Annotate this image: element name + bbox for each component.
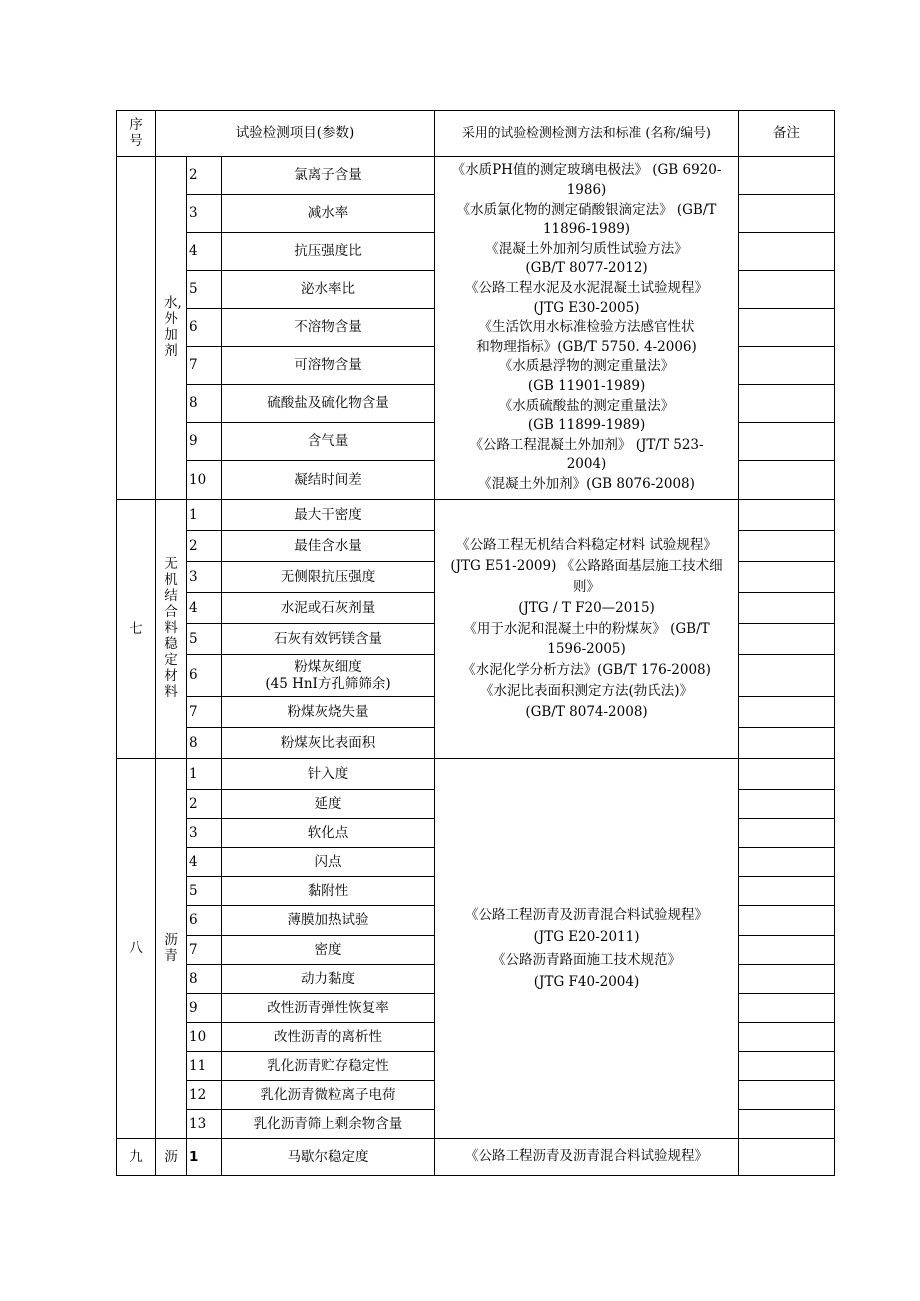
item-number: 8 [187, 728, 222, 759]
note-cell [739, 309, 835, 347]
item-name [222, 1023, 435, 1052]
method-line: 则》 [573, 579, 601, 595]
item-name [222, 233, 435, 271]
item-number: 4 [187, 593, 222, 624]
note-cell [739, 423, 835, 461]
item-name [222, 624, 435, 655]
section-category-text: 无机结合料稳定材料 [164, 556, 178, 700]
item-name-text: 薄膜加热试验 [287, 912, 369, 928]
table-row [117, 759, 835, 790]
item-name [222, 697, 435, 728]
item-name [222, 195, 435, 233]
section-category [156, 157, 187, 500]
item-name [222, 994, 435, 1023]
item-name-text: 延度 [314, 795, 342, 812]
item-name-text: 针入度 [307, 765, 349, 782]
item-number: 4 [187, 848, 222, 877]
item-number: 10 [187, 1023, 222, 1052]
note-cell [739, 562, 835, 593]
item-name-text: 黏附性 [307, 882, 349, 899]
item-number: 7 [187, 347, 222, 385]
item-name-text: 改性沥青的离析性 [274, 1028, 382, 1045]
item-number: 3 [187, 819, 222, 848]
item-name-text: 马歇尔稳定度 [287, 1148, 369, 1165]
item-name-text: 软化点 [307, 824, 349, 841]
method-line: 《公路工程水泥及水泥混凝土试验规程》 [465, 280, 709, 297]
note-cell [739, 790, 835, 819]
item-name-text: 乳化沥青微粒离子电荷 [260, 1086, 396, 1103]
item-number: 6 [187, 309, 222, 347]
method-line: (JTG F40-2004) [533, 974, 640, 990]
note-cell [739, 233, 835, 271]
note-cell [739, 819, 835, 848]
item-name-text: 粉煤灰比表面积 [280, 734, 376, 751]
header-note: 备注 [739, 111, 835, 157]
item-name [222, 1081, 435, 1110]
item-name-text: 乳化沥青筛上剩余物含量 [253, 1115, 403, 1132]
item-name-text: 含气量 [307, 433, 349, 449]
note-cell [739, 157, 835, 195]
note-cell [739, 531, 835, 562]
item-name-text: 最大干密度 [294, 506, 362, 523]
item-name-subtext: (45 HnI方孔筛筛余) [265, 675, 391, 692]
item-name [222, 965, 435, 994]
item-number: 10 [187, 461, 222, 500]
item-name [222, 271, 435, 309]
item-name [222, 461, 435, 500]
item-name-text: 氯离子含量 [294, 167, 362, 183]
item-name [222, 1139, 435, 1176]
item-name [222, 157, 435, 195]
item-name-text: 密度 [314, 941, 342, 958]
note-cell [739, 271, 835, 309]
method-line: 《用于水泥和混凝土中的粉煤灰》 (GB/T [463, 620, 710, 637]
table-row [117, 157, 835, 195]
note-cell [739, 936, 835, 965]
item-number: 7 [187, 936, 222, 965]
item-name [222, 759, 435, 790]
item-number: 5 [187, 877, 222, 906]
item-name-text: 硫酸盐及硫化物含量 [267, 395, 389, 411]
method-line: (GB/T 8074-2008) [525, 703, 648, 720]
method-line: 《公路工程无机结合料稳定材料 试验规程》 [456, 537, 717, 554]
table-row [117, 1139, 835, 1176]
header-row [117, 111, 835, 157]
note-cell [739, 728, 835, 759]
note-cell [739, 848, 835, 877]
note-cell [739, 593, 835, 624]
section-category-text: 沥 [164, 1148, 178, 1165]
section-category-text: 水,外加剂 [164, 295, 182, 359]
method-line: 1986) [566, 182, 607, 199]
header-method [435, 111, 739, 157]
method-line: 《水质悬浮物的测定重量法》 [498, 358, 675, 375]
note-cell [739, 1081, 835, 1110]
item-name [222, 848, 435, 877]
section-category-text: 沥青 [164, 931, 178, 964]
item-name [222, 500, 435, 531]
note-cell [739, 965, 835, 994]
item-name [222, 1110, 435, 1139]
item-number: 6 [187, 906, 222, 936]
method-line: 《公路工程沥青及沥青混合料试验规程》 [465, 906, 709, 923]
item-name [222, 562, 435, 593]
item-name [222, 423, 435, 461]
item-name [222, 347, 435, 385]
note-cell [739, 877, 835, 906]
note-cell [739, 385, 835, 423]
item-name-text: 凝结时间差 [294, 471, 362, 488]
item-name-text: 动力黏度 [301, 970, 355, 987]
note-cell [739, 655, 835, 697]
method-line: (JTG E20-2011) [533, 929, 640, 945]
section-seq: 七 [117, 500, 156, 759]
item-number: 8 [187, 385, 222, 423]
item-name-text: 不溶物含量 [294, 319, 362, 335]
note-cell [739, 1110, 835, 1139]
item-number: 2 [187, 531, 222, 562]
item-number: 5 [187, 624, 222, 655]
item-name-text: 最佳含水量 [294, 537, 362, 554]
item-name [222, 877, 435, 906]
item-name [222, 906, 435, 936]
item-number: 9 [187, 423, 222, 461]
item-name [222, 790, 435, 819]
note-cell [739, 906, 835, 936]
item-name [222, 936, 435, 965]
method-line: 《混凝土外加剂匀质性试验方法》 [485, 240, 688, 257]
method-standards [435, 500, 739, 759]
item-number: 1 [187, 759, 222, 790]
table-row [117, 500, 835, 531]
section-seq [117, 157, 156, 500]
item-name-text: 乳化沥青贮存稳定性 [267, 1057, 389, 1074]
method-line: 1596-2005) [547, 641, 626, 658]
note-cell [739, 1023, 835, 1052]
item-name-text: 改性沥青弹性恢复率 [267, 999, 389, 1016]
item-name-text: 减水率 [307, 205, 349, 221]
method-line: 《混凝土外加剂》(GB 8076-2008) [478, 475, 695, 492]
item-name-text: 粉煤灰烧失量 [287, 703, 369, 720]
item-number: 6 [187, 655, 222, 697]
item-number: 13 [187, 1110, 222, 1139]
method-line: 《生活饮用水标准检验方法感官性状 [478, 319, 695, 336]
item-number: 2 [187, 790, 222, 819]
item-name [222, 819, 435, 848]
item-name [222, 1052, 435, 1081]
table-body [117, 111, 835, 1176]
item-number: 1 [187, 500, 222, 531]
method-line: (JTG / T F20—2015) [518, 599, 655, 616]
item-name [222, 655, 435, 697]
item-number: 3 [187, 195, 222, 233]
item-name-text: 闪点 [314, 853, 342, 870]
method-standards [435, 759, 739, 1139]
header-seq: 序号 [117, 111, 156, 157]
test-items-table [116, 110, 835, 1176]
section-category [156, 500, 187, 759]
item-name [222, 593, 435, 624]
method-line: 《水质硫酸盐的测定重量法》 [498, 397, 675, 414]
item-name-text: 石灰有效钙镁含量 [274, 630, 382, 647]
item-name-text: 无侧限抗压强度 [280, 568, 376, 585]
item-number: 5 [187, 271, 222, 309]
method-line: 2004) [566, 456, 607, 473]
item-number: 2 [187, 157, 222, 195]
method-line: (GB/T 8077-2012) [525, 260, 648, 277]
section-category [156, 1139, 187, 1176]
method-line: (GB 11901-1989) [527, 377, 646, 394]
section-seq: 八 [117, 759, 156, 1139]
item-name-text: 可溶物含量 [294, 357, 362, 373]
method-standards [435, 157, 739, 500]
item-number: 7 [187, 697, 222, 728]
section-seq: 九 [117, 1139, 156, 1176]
method-line: 《公路工程沥青及沥青混合料试验规程》 [465, 1148, 709, 1165]
item-name-text: 泌水率比 [301, 281, 355, 297]
method-line: 和物理指标》(GB/T 5750. 4-2006) [476, 338, 697, 355]
note-cell [739, 195, 835, 233]
method-line: 《水泥比表面积测定方法(勃氏法)》 [479, 682, 694, 699]
header-item: 试验检测项目(参数) [156, 111, 435, 157]
item-number: 11 [187, 1052, 222, 1081]
header-method-text: 采用的试验检测检测方法和标准 (名称/编号) [462, 126, 711, 141]
note-cell [739, 697, 835, 728]
method-standards [435, 1139, 739, 1176]
note-cell [739, 1052, 835, 1081]
item-name [222, 531, 435, 562]
item-number: 1 [187, 1139, 222, 1176]
method-line: (JTG E30-2005) [533, 299, 640, 316]
method-line: (JTG E51-2009) 《公路路面基层施工技术细 [450, 558, 723, 575]
note-cell [739, 500, 835, 531]
item-number: 9 [187, 994, 222, 1023]
section-category [156, 759, 187, 1139]
note-cell [739, 994, 835, 1023]
method-line: (GB 11899-1989) [527, 417, 646, 434]
note-cell [739, 461, 835, 500]
item-name-text: 水泥或石灰剂量 [280, 599, 376, 616]
method-line: 《水质氯化物的测定硝酸银滴定法》 (GB/T [456, 201, 717, 218]
item-number: 8 [187, 965, 222, 994]
item-name [222, 728, 435, 759]
method-line: 《公路工程混凝土外加剂》 (JT/T 523- [469, 436, 704, 453]
item-number: 3 [187, 562, 222, 593]
item-name [222, 385, 435, 423]
note-cell [739, 347, 835, 385]
note-cell [739, 624, 835, 655]
note-cell [739, 759, 835, 790]
item-name [222, 309, 435, 347]
method-line: 11896-1989) [542, 221, 631, 238]
item-name-text: 粉煤灰细度 [294, 658, 362, 675]
item-number: 4 [187, 233, 222, 271]
item-number: 12 [187, 1081, 222, 1110]
method-line: 《公路沥青路面施工技术规范》 [492, 951, 682, 968]
item-name-text: 抗压强度比 [294, 243, 362, 259]
method-line: 《水质PH值的测定玻璃电极法》 (GB 6920- [451, 162, 722, 179]
method-line: 《水泥化学分析方法》(GB/T 176-2008) [462, 662, 711, 679]
note-cell [739, 1139, 835, 1176]
